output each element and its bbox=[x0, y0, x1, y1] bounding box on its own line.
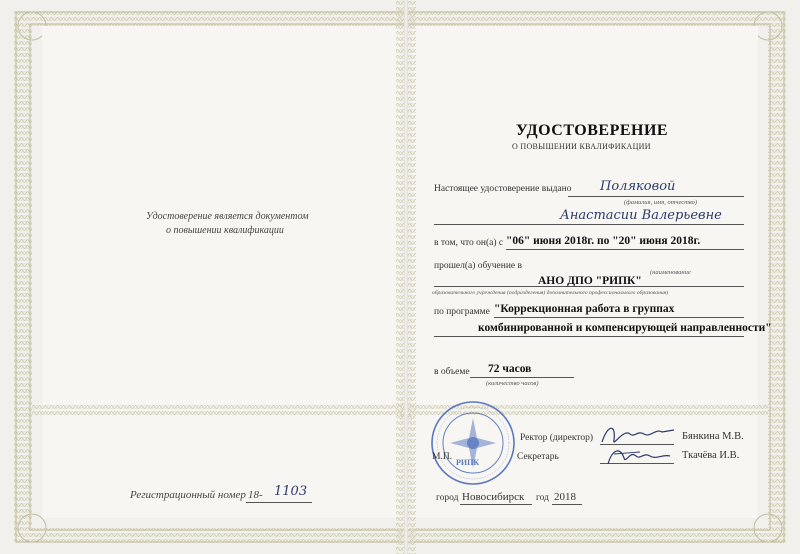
left-note-line1: Удостоверение является документом bbox=[146, 211, 309, 222]
name-hint: (фамилия, имя, отчество) bbox=[624, 199, 698, 206]
program-line2-underline bbox=[434, 336, 744, 337]
city-value: Новосибирск bbox=[462, 491, 525, 503]
fold-line bbox=[404, 0, 408, 554]
registration-line bbox=[246, 502, 312, 503]
organization-name: АНО ДПО "РИПК" bbox=[538, 275, 642, 287]
rector-name: Бянкина М.В. bbox=[682, 431, 744, 442]
secretary-name: Ткачёва И.В. bbox=[682, 450, 740, 461]
volume-line bbox=[470, 377, 574, 378]
surname-line bbox=[568, 196, 744, 197]
left-panel bbox=[42, 26, 400, 518]
org-hint-long: образовательного учреждения (подразделения) дополнительного профессионального образования) bbox=[432, 290, 669, 296]
period-line bbox=[506, 249, 744, 250]
year-label: год bbox=[536, 493, 549, 503]
program-line1-underline bbox=[494, 317, 744, 318]
certificate-title: УДОСТОВЕРЕНИЕ bbox=[516, 122, 669, 139]
issued-label: Настоящее удостоверение выдано bbox=[434, 184, 572, 194]
name-line bbox=[434, 224, 744, 225]
secretary-signature bbox=[600, 440, 680, 470]
seal-center-text: РИПК bbox=[456, 458, 480, 467]
volume-hint: (количество часов) bbox=[486, 380, 539, 387]
registration-prefix: 18- bbox=[248, 489, 263, 501]
round-seal bbox=[430, 400, 516, 486]
recipient-name: Анастасии Валерьевне bbox=[560, 208, 722, 223]
program-label: по программе bbox=[434, 307, 490, 317]
mp-label: М.П. bbox=[432, 452, 453, 462]
rector-label: Ректор (директор) bbox=[520, 433, 593, 443]
program-line2: комбинированной и компенсирующей направленности" bbox=[478, 322, 772, 334]
year-line bbox=[552, 504, 582, 505]
city-label: город bbox=[436, 493, 459, 503]
city-line bbox=[460, 504, 532, 505]
period-value: "06" июня 2018г. по "20" июня 2018г. bbox=[506, 235, 701, 247]
secretary-label: Секретарь bbox=[517, 452, 559, 462]
registration-number: 1103 bbox=[274, 484, 308, 499]
left-note-line2: о повышении квалификации bbox=[166, 225, 284, 236]
registration-label: Регистрационный номер bbox=[130, 489, 246, 501]
volume-label: в объеме bbox=[434, 367, 470, 377]
period-prefix: в том, что он(а) с bbox=[434, 238, 504, 248]
volume-value: 72 часов bbox=[488, 363, 532, 375]
trained-label: прошел(а) обучение в bbox=[434, 261, 522, 271]
recipient-surname: Поляковой bbox=[600, 179, 676, 194]
year-value: 2018 bbox=[554, 491, 576, 503]
program-line1: "Коррекционная работа в группах bbox=[494, 303, 675, 315]
org-hint-short: (наименование bbox=[650, 269, 691, 276]
certificate-subtitle: О ПОВЫШЕНИИ КВАЛИФИКАЦИИ bbox=[512, 142, 651, 151]
